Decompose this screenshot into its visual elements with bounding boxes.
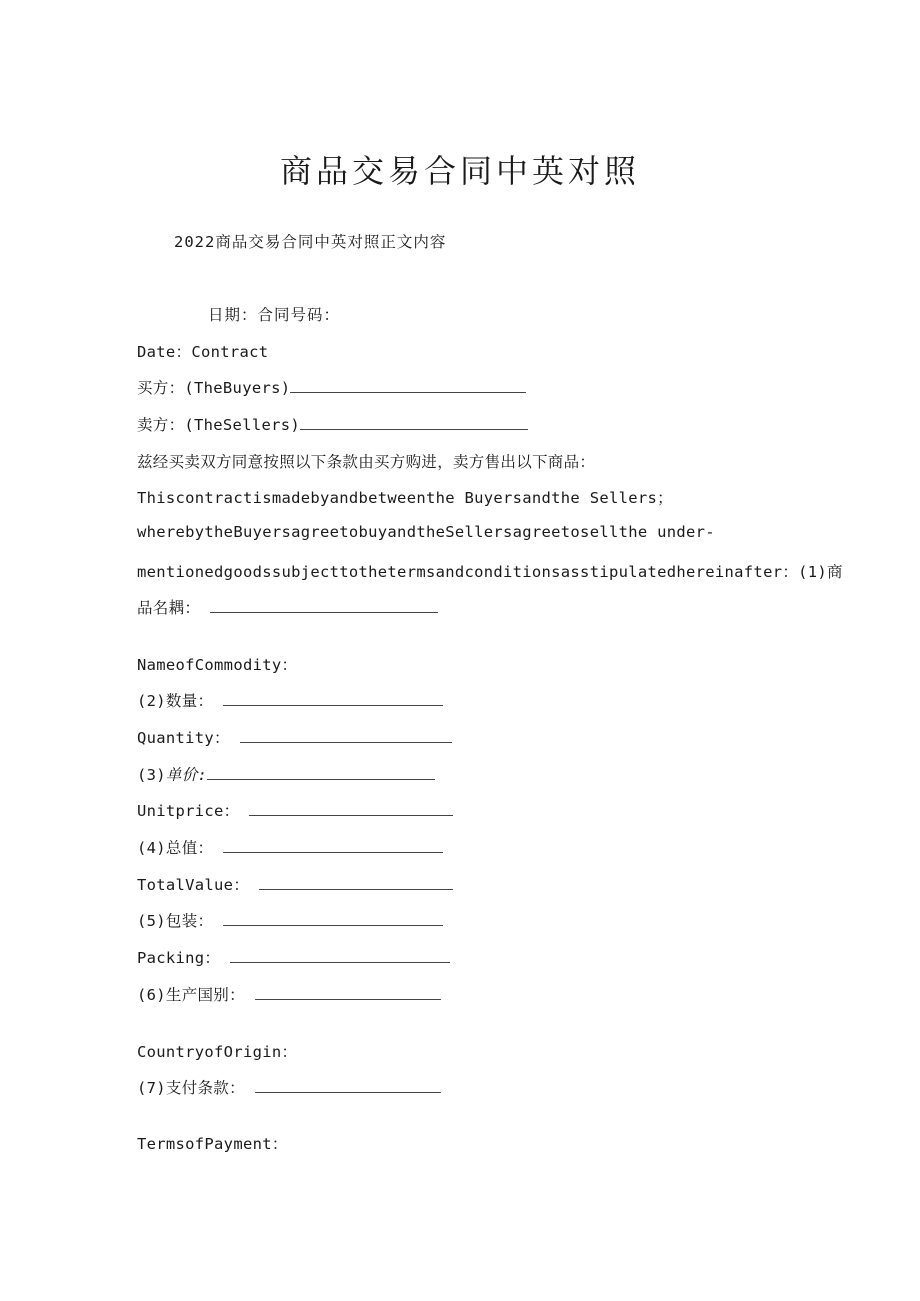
unit-price-prefix: (3) [137,766,166,784]
intro-cn: 兹经买卖双方同意按照以下条款由买方购进，卖方售出以下商品： [137,453,596,471]
payment-terms-en: TermsofPayment： [137,1135,288,1153]
payment-terms-blank[interactable] [255,1078,441,1093]
payment-terms-label: (7)支付条款： [137,1079,245,1097]
commodity-name-label: 品名耦： [137,599,201,617]
seller-label: 卖方：(TheSellers) [137,416,300,434]
payment-terms-line [137,1076,441,1098]
packing-en-blank[interactable] [230,948,450,963]
buyer-label: 买方：(TheBuyers) [137,379,291,397]
date-contract-number-line: 日期：合同号码： [208,306,341,324]
country-origin-en: CountryofOrigin： [137,1043,298,1061]
intro-en-3: mentionedgoodssubjecttothetermsandconditionsasstipulatedhereinafter：(1)商 [137,563,843,581]
seller-blank[interactable] [300,415,528,430]
quantity-line [137,689,443,711]
buyer-blank[interactable] [290,378,526,393]
country-origin-line [137,983,441,1005]
quantity-en-line [137,726,452,748]
quantity-en-blank[interactable] [240,728,452,743]
country-origin-blank[interactable] [255,985,441,1000]
intro-en-1: Thiscontractismadebyandbetweenthe Buyersandthe Sellers； [137,489,673,507]
unit-price-en-line [137,799,453,821]
total-value-blank[interactable] [223,838,443,853]
date-contract-en: Date：Contract [137,343,269,361]
total-value-line [137,836,443,858]
unit-price-blank[interactable] [207,765,435,780]
total-value-en-blank[interactable] [259,875,453,890]
unit-price-label: 单价: [165,766,208,784]
document-subtitle: 2022商品交易合同中英对照正文内容 [174,233,447,251]
packing-line [137,909,443,931]
document-title: 商品交易合同中英对照 [279,152,640,190]
commodity-name-line [137,596,438,618]
buyer-line [137,376,526,398]
country-origin-label: (6)生产国别： [137,986,245,1004]
unit-price-en-blank[interactable] [249,801,453,816]
total-value-label: (4)总值： [137,839,214,857]
quantity-en-label: Quantity： [137,729,230,747]
packing-label: (5)包装： [137,912,214,930]
seller-line [137,413,528,435]
total-value-en-label: TotalValue： [137,876,250,894]
packing-en-label: Packing： [137,949,221,967]
intro-en-2: wherebytheBuyersagreetobuyandtheSellersagreetosellthe under- [137,523,715,541]
total-value-en-line [137,873,453,895]
quantity-label: (2)数量： [137,692,214,710]
unit-price-line [137,763,435,785]
unit-price-en-label: Unitprice： [137,802,240,820]
packing-blank[interactable] [223,911,443,926]
quantity-blank[interactable] [223,691,443,706]
commodity-name-blank[interactable] [210,598,438,613]
packing-en-line [137,946,450,968]
commodity-name-en: NameofCommodity： [137,656,298,674]
